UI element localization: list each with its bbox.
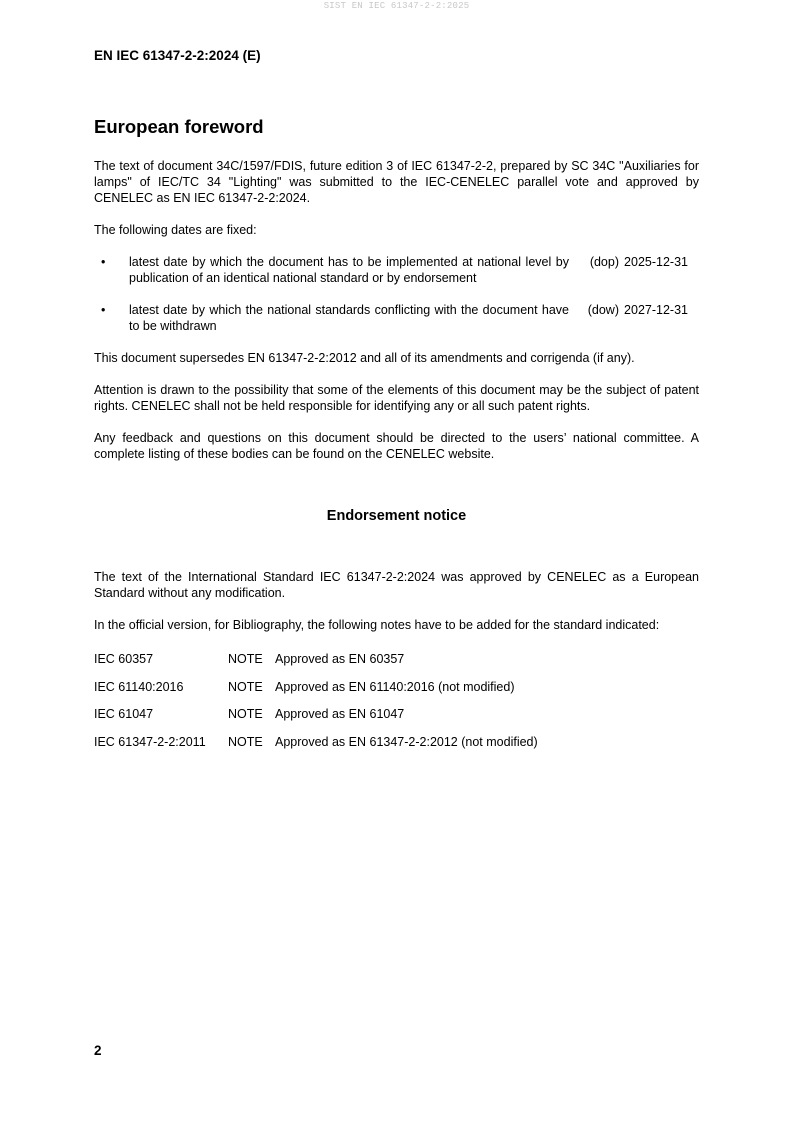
note-label: NOTE <box>228 707 263 721</box>
date-abbreviation: (dow) <box>587 303 619 317</box>
note-text: Approved as EN 61140:2016 (not modified) <box>275 679 515 694</box>
note-standard: IEC 61047 <box>94 707 154 721</box>
bullet: • <box>101 255 106 269</box>
endorsement-title: Endorsement notice <box>326 508 467 524</box>
supersedes-paragraph: This document supersedes EN 61347-2-2:2012 and all of its amendments and corrigenda (if any). <box>94 351 635 365</box>
document-id: EN IEC 61347-2-2:2024 (E) <box>94 48 261 63</box>
date-description: latest date by which the national standards conflicting with the document have to be withdrawn <box>129 303 569 333</box>
foreword-intro: The text of document 34C/1597/FDIS, future edition 3 of IEC 61347-2-2, prepared by SC 34C "Auxiliaries for lamps" of IEC/TC 34 "Lighting" was submitted to the IEC-CENELEC parallel vote and approved by CENELEC as EN IEC 61347-2-2:2024. <box>94 159 699 205</box>
date-value: 2025-12-31 <box>624 255 688 269</box>
note-text: Approved as EN 61347-2-2:2012 (not modified) <box>275 734 538 749</box>
date-item-dop <box>94 254 699 286</box>
note-standard: IEC 60357 <box>94 652 154 666</box>
watermark: SIST EN IEC 61347-2-2:2025 <box>323 1 470 11</box>
note-label: NOTE <box>228 652 263 666</box>
feedback-paragraph: Any feedback and questions on this document should be directed to the users’ national committee. A complete listing of these bodies can be found on the CENELEC website. <box>94 431 699 461</box>
bibliography-intro: In the official version, for Bibliography, the following notes have to be added for the standard indicated: <box>94 618 660 632</box>
date-value: 2027-12-31 <box>624 303 688 317</box>
foreword-title: European foreword <box>94 116 264 137</box>
note-label: NOTE <box>228 734 263 749</box>
endorsement-text: The text of the International Standard IEC 61347-2-2:2024 was approved by CENELEC as a European Standard without any modification. <box>94 570 699 600</box>
date-description: latest date by which the document has to be implemented at national level by publication of an identical national standard or by endorsement <box>129 255 569 285</box>
note-row <box>94 679 699 695</box>
note-label: NOTE <box>228 679 263 694</box>
note-row <box>94 706 699 722</box>
page-number: 2 <box>94 1043 102 1058</box>
note-standard: IEC 61347-2-2:2011 <box>94 734 206 749</box>
date-abbreviation: (dop) <box>589 255 619 269</box>
bullet: • <box>101 303 106 317</box>
note-row <box>94 734 699 750</box>
note-standard: IEC 61140:2016 <box>94 679 184 694</box>
dates-intro: The following dates are fixed: <box>94 223 257 237</box>
note-text: Approved as EN 60357 <box>275 652 405 666</box>
date-item-dow <box>94 302 699 334</box>
bibliography-notes <box>94 651 699 750</box>
dates-list <box>94 254 699 334</box>
note-text: Approved as EN 61047 <box>275 707 405 721</box>
note-row <box>94 651 699 667</box>
patent-paragraph: Attention is drawn to the possibility that some of the elements of this document may be the subject of patent rights. CENELEC shall not be held responsible for identifying any or all such patent rights. <box>94 383 699 413</box>
page-content <box>94 116 699 761</box>
